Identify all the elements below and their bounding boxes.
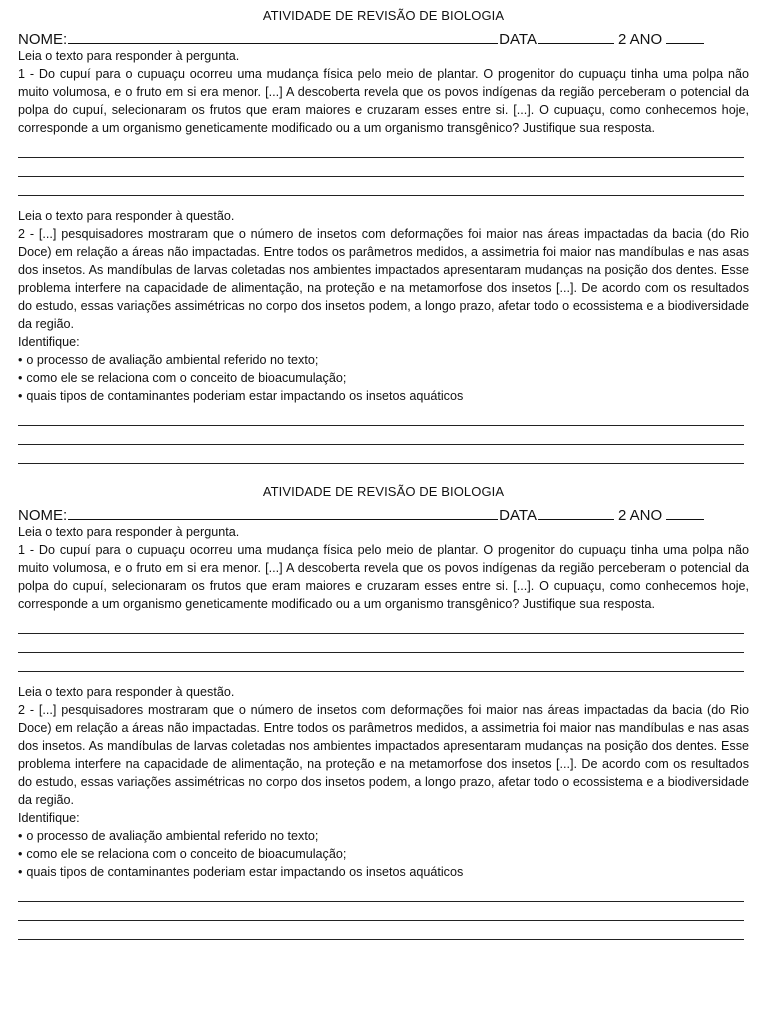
answer-line[interactable] [18, 139, 744, 158]
question-1-answer-area[interactable] [18, 139, 749, 196]
question-2-intro: Leia o texto para responder à questão. [18, 209, 235, 223]
question-1-intro: Leia o texto para responder à pergunta. [18, 525, 240, 539]
worksheet-title: ATIVIDADE DE REVISÃO DE BIOLOGIA [262, 484, 505, 499]
name-field[interactable] [68, 30, 498, 44]
date-field[interactable] [538, 506, 614, 520]
list-item: • como ele se relaciona com o conceito de bioacumulação; [18, 369, 749, 387]
answer-line[interactable] [18, 902, 744, 921]
name-field[interactable] [68, 506, 498, 520]
question-1-text: 1 - Do cupuí para o cupuaçu ocorreu uma mudança física pelo meio de plantar. O progenitor do cupuaçu tinha uma polpa não muito volumosa, e o fruto em si era menor. [...] A descoberta revela que os povos indígenas da região perceberam o potencial da polpa do cupuí, selecionaram os frutos que eram maiores e cruzaram esses entre si. [...]. O cupuaçu, como conhecemos hoje, corresponde a um organismo geneticamente modificado ou a um organismo transgênico? Justifique sua resposta. [18, 67, 749, 135]
student-header [18, 30, 749, 47]
list-item: • como ele se relaciona com o conceito de bioacumulação; [18, 845, 749, 863]
list-item: • o processo de avaliação ambiental referido no texto; [18, 827, 749, 845]
list-item: • quais tipos de contaminantes poderiam estar impactando os insetos aquáticos [18, 863, 749, 881]
question-1-text: 1 - Do cupuí para o cupuaçu ocorreu uma mudança física pelo meio de plantar. O progenitor do cupuaçu tinha uma polpa não muito volumosa, e o fruto em si era menor. [...] A descoberta revela que os povos indígenas da região perceberam o potencial da polpa do cupuí, selecionaram os frutos que eram maiores e cruzaram esses entre si. [...]. O cupuaçu, como conhecemos hoje, corresponde a um organismo geneticamente modificado ou a um organismo transgênico? Justifique sua resposta. [18, 543, 749, 611]
answer-line[interactable] [18, 158, 744, 177]
list-item: • o processo de avaliação ambiental referido no texto; [18, 351, 749, 369]
identify-list [18, 351, 749, 405]
identify-list [18, 827, 749, 881]
date-field[interactable] [538, 30, 614, 44]
answer-line[interactable] [18, 177, 744, 196]
worksheet-title: ATIVIDADE DE REVISÃO DE BIOLOGIA [262, 8, 505, 23]
identify-label: Identifique: [18, 811, 80, 825]
question-2-answer-area[interactable] [18, 883, 749, 940]
date-label: DATA [499, 31, 537, 48]
student-header [18, 506, 749, 523]
question-2-answer-area[interactable] [18, 407, 749, 464]
answer-line[interactable] [18, 921, 744, 940]
year-field[interactable] [666, 30, 704, 44]
identify-label: Identifique: [18, 335, 80, 349]
question-2-intro: Leia o texto para responder à questão. [18, 685, 235, 699]
question-2-text: 2 - [...] pesquisadores mostraram que o número de insetos com deformações foi maior nas áreas impactadas da bacia (do Rio Doce) em relação a áreas não impactadas. Entre todos os parâmetros medidos, a assimetria foi maior nas mandíbulas e nas asas dos insetos. As mandíbulas de larvas coletadas nos ambientes impactados apresentaram mudanças na posição dos dentes. Esse problema interfere na capacidade de alimentação, na proteção e na metamorfose dos insetos [...]. De acordo com os resultados do estudo, essas variações assimétricas no corpo dos insetos podem, a longo prazo, afetar todo o ecossistema e a biodiversidade da região. [18, 703, 749, 807]
list-item: • quais tipos de contaminantes poderiam estar impactando os insetos aquáticos [18, 387, 749, 405]
answer-line[interactable] [18, 615, 744, 634]
question-2-text: 2 - [...] pesquisadores mostraram que o número de insetos com deformações foi maior nas áreas impactadas da bacia (do Rio Doce) em relação a áreas não impactadas. Entre todos os parâmetros medidos, a assimetria foi maior nas mandíbulas e nas asas dos insetos. As mandíbulas de larvas coletadas nos ambientes impactados apresentaram mudanças na posição dos dentes. Esse problema interfere na capacidade de alimentação, na proteção e na metamorfose dos insetos [...]. De acordo com os resultados do estudo, essas variações assimétricas no corpo dos insetos podem, a longo prazo, afetar todo o ecossistema e a biodiversidade da região. [18, 227, 749, 331]
name-label: NOME: [18, 31, 68, 48]
answer-line[interactable] [18, 426, 744, 445]
worksheet-2 [18, 484, 749, 940]
year-label: 2 ANO [617, 507, 663, 524]
date-label: DATA [499, 507, 537, 524]
answer-line[interactable] [18, 883, 744, 902]
question-1-intro: Leia o texto para responder à pergunta. [18, 49, 240, 63]
question-1-answer-area[interactable] [18, 615, 749, 672]
answer-line[interactable] [18, 445, 744, 464]
year-label: 2 ANO [617, 31, 663, 48]
worksheet-1 [18, 8, 749, 464]
year-field[interactable] [666, 506, 704, 520]
name-label: NOME: [18, 507, 68, 524]
answer-line[interactable] [18, 407, 744, 426]
answer-line[interactable] [18, 634, 744, 653]
answer-line[interactable] [18, 653, 744, 672]
